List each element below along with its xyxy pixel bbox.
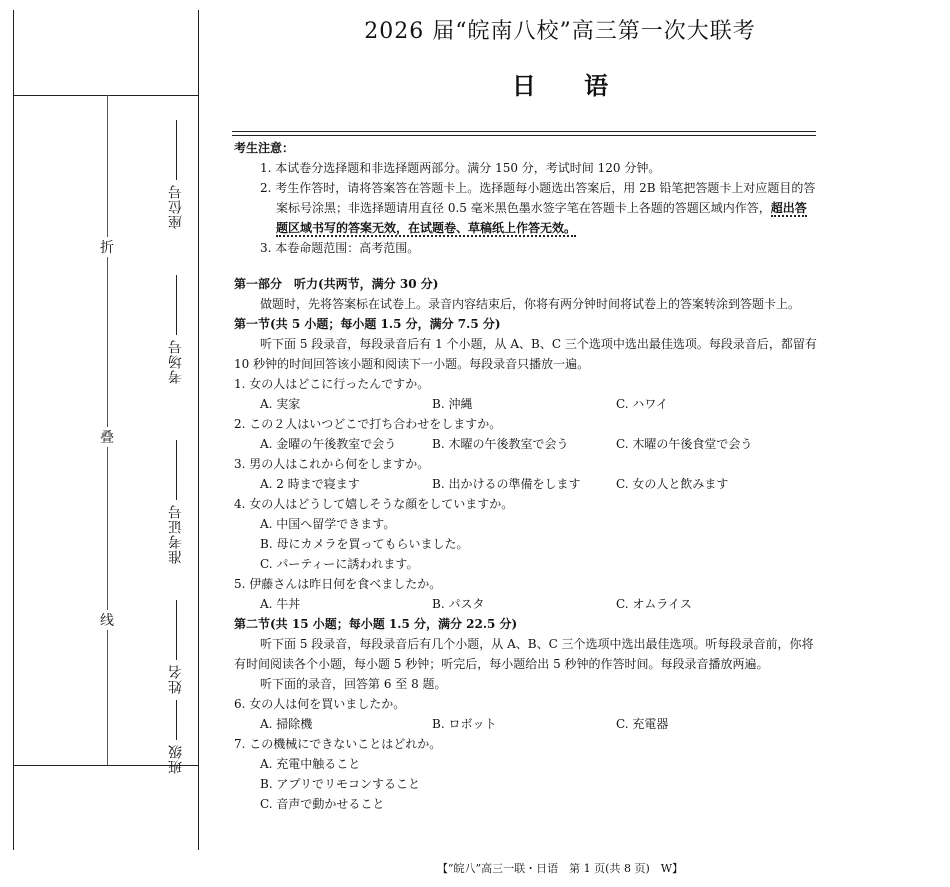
part1-heading: 第一部分 听力(共两节，满分 30 分): [234, 277, 439, 291]
question-6-options: [234, 714, 818, 734]
option: A. 掃除機: [260, 717, 313, 731]
option: C. 音声で動かせること: [260, 797, 385, 811]
class-label: 班级: [168, 744, 184, 774]
option: A. 2 時まで寝ます: [260, 477, 360, 491]
seat-number-label: 座位号: [168, 184, 184, 229]
notice-item-2-emphasis: 超出答题区域书写的答案无效，在试题卷、草稿纸上作答无效。: [276, 201, 807, 235]
option: C. 女の人と飲みます: [616, 477, 729, 491]
notice-item-2-text: 2. 考生作答时，请将答案答在答题卡上。选择题每小题选出答案后，用 2B 铅笔把答题卡上对应题目的答案标号涂黑；非选择题请用直径 0.5 毫米黑色墨水签字笔在答题卡上各题的答题区域内作答，: [260, 181, 816, 215]
question-1: 1. 女の人はどこに行ったんですか。: [234, 377, 430, 391]
class-line: [175, 700, 177, 740]
question-2: 2. この２人はいつどこで打ち合わせをしますか。: [234, 417, 502, 431]
option: C. 木曜の午後食堂で会う: [616, 437, 753, 451]
binding-margin: [0, 0, 200, 887]
option: C. ハワイ: [616, 397, 669, 411]
inner-border-line: [198, 10, 199, 850]
option: C. オムライス: [616, 597, 692, 611]
admission-number-field[interactable]: [166, 440, 186, 564]
question-3-options: [234, 474, 818, 494]
admission-number-line: [175, 440, 177, 500]
exam-room-field[interactable]: [166, 275, 186, 384]
option: B. 出かけるの準備をします: [432, 477, 581, 491]
class-field[interactable]: [166, 700, 186, 774]
section2-intro: 听下面 5 段录音，每段录音后有几个小题，从 A、B、C 三个选项中选出最佳选项。听每段录音前，你将有时间阅读各个小题，每小题 5 秒钟；听完后，每小题给出 5 秒钟的作答时间。每段录音播放两遍。: [234, 637, 814, 671]
option: A. 中国へ留学できます。: [260, 517, 396, 531]
exam-content: [234, 138, 818, 814]
section2-heading: 第二节(共 15 小题；每小题 1.5 分，满分 22.5 分): [234, 617, 518, 631]
option: B. アプリでリモコンすること: [260, 777, 420, 791]
exam-title: 2026 届“皖南八校”高三第一次大联考: [364, 19, 756, 44]
exam-room-line: [175, 275, 177, 335]
question-7: 7. この機械にできないことはどれか。: [234, 737, 442, 751]
option: A. 牛丼: [260, 597, 301, 611]
section1-intro: 听下面 5 段录音，每段录音后有 1 个小题，从 A、B、C 三个选项中选出最佳选项。每段录音后，都留有 10 秒钟的时间回答该小题和阅读下一小题。每段录音只播放一遍。: [234, 337, 817, 371]
fold-char-3: 线: [100, 610, 114, 630]
question-2-options: [234, 434, 818, 454]
seat-number-field[interactable]: [166, 120, 186, 229]
question-6: 6. 女の人は何を買いましたか。: [234, 697, 406, 711]
option: A. 金曜の午後教室で会う: [260, 437, 397, 451]
question-5: 5. 伊藤さんは昨日何を食べましたか。: [234, 577, 442, 591]
option: B. 母にカメラを買ってもらいました。: [260, 537, 469, 551]
option: B. 木曜の午後教室で会う: [432, 437, 569, 451]
name-line: [175, 600, 177, 660]
header-rule-1: [232, 131, 816, 132]
option: A. 充電中触ること: [260, 757, 361, 771]
admission-number-label: 准考证号: [168, 504, 184, 564]
header-rule-2: [232, 135, 816, 136]
option: C. 充電器: [616, 717, 669, 731]
section1-heading: 第一节(共 5 小题；每小题 1.5 分，满分 7.5 分): [234, 317, 501, 331]
name-field[interactable]: [166, 600, 186, 694]
section2-sub: 听下面的录音，回答第 6 至 8 题。: [260, 677, 447, 691]
fold-line-top: [13, 95, 199, 96]
question-5-options: [234, 594, 818, 614]
exam-room-label: 考场号: [168, 339, 184, 384]
option: B. 沖縄: [432, 397, 473, 411]
notice-item-2: [234, 178, 818, 238]
option: C. パーティーに誘われます。: [260, 557, 419, 571]
notice-heading: 考生注意：: [234, 141, 295, 155]
option: B. ロボット: [432, 717, 497, 731]
fold-char-2: 叠: [100, 427, 114, 447]
option: A. 実家: [260, 397, 301, 411]
part1-intro: 做题时，先将答案标在试卷上。录音内容结束后，你将有两分钟时间将试卷上的答案转涂到答题卡上。: [260, 297, 801, 311]
option: B. パスタ: [432, 597, 485, 611]
subject-title: 日 语: [511, 72, 609, 100]
fold-char-1: 折: [100, 237, 114, 257]
notice-item-1: 1. 本试卷分选择题和非选择题两部分。满分 150 分，考试时间 120 分钟。: [260, 161, 661, 175]
seat-number-line: [175, 120, 177, 180]
page-footer: 【“皖八”高三一联・日语 第 1 页(共 8 页) W】: [436, 862, 684, 875]
notice-item-3: 3. 本卷命题范围：高考范围。: [260, 241, 420, 255]
question-3: 3. 男の人はこれから何をしますか。: [234, 457, 430, 471]
name-label: 姓名: [168, 664, 184, 694]
outer-border-line: [13, 10, 14, 850]
question-4: 4. 女の人はどうして嬉しそうな顔をしていますか。: [234, 497, 514, 511]
question-1-options: [234, 394, 818, 414]
